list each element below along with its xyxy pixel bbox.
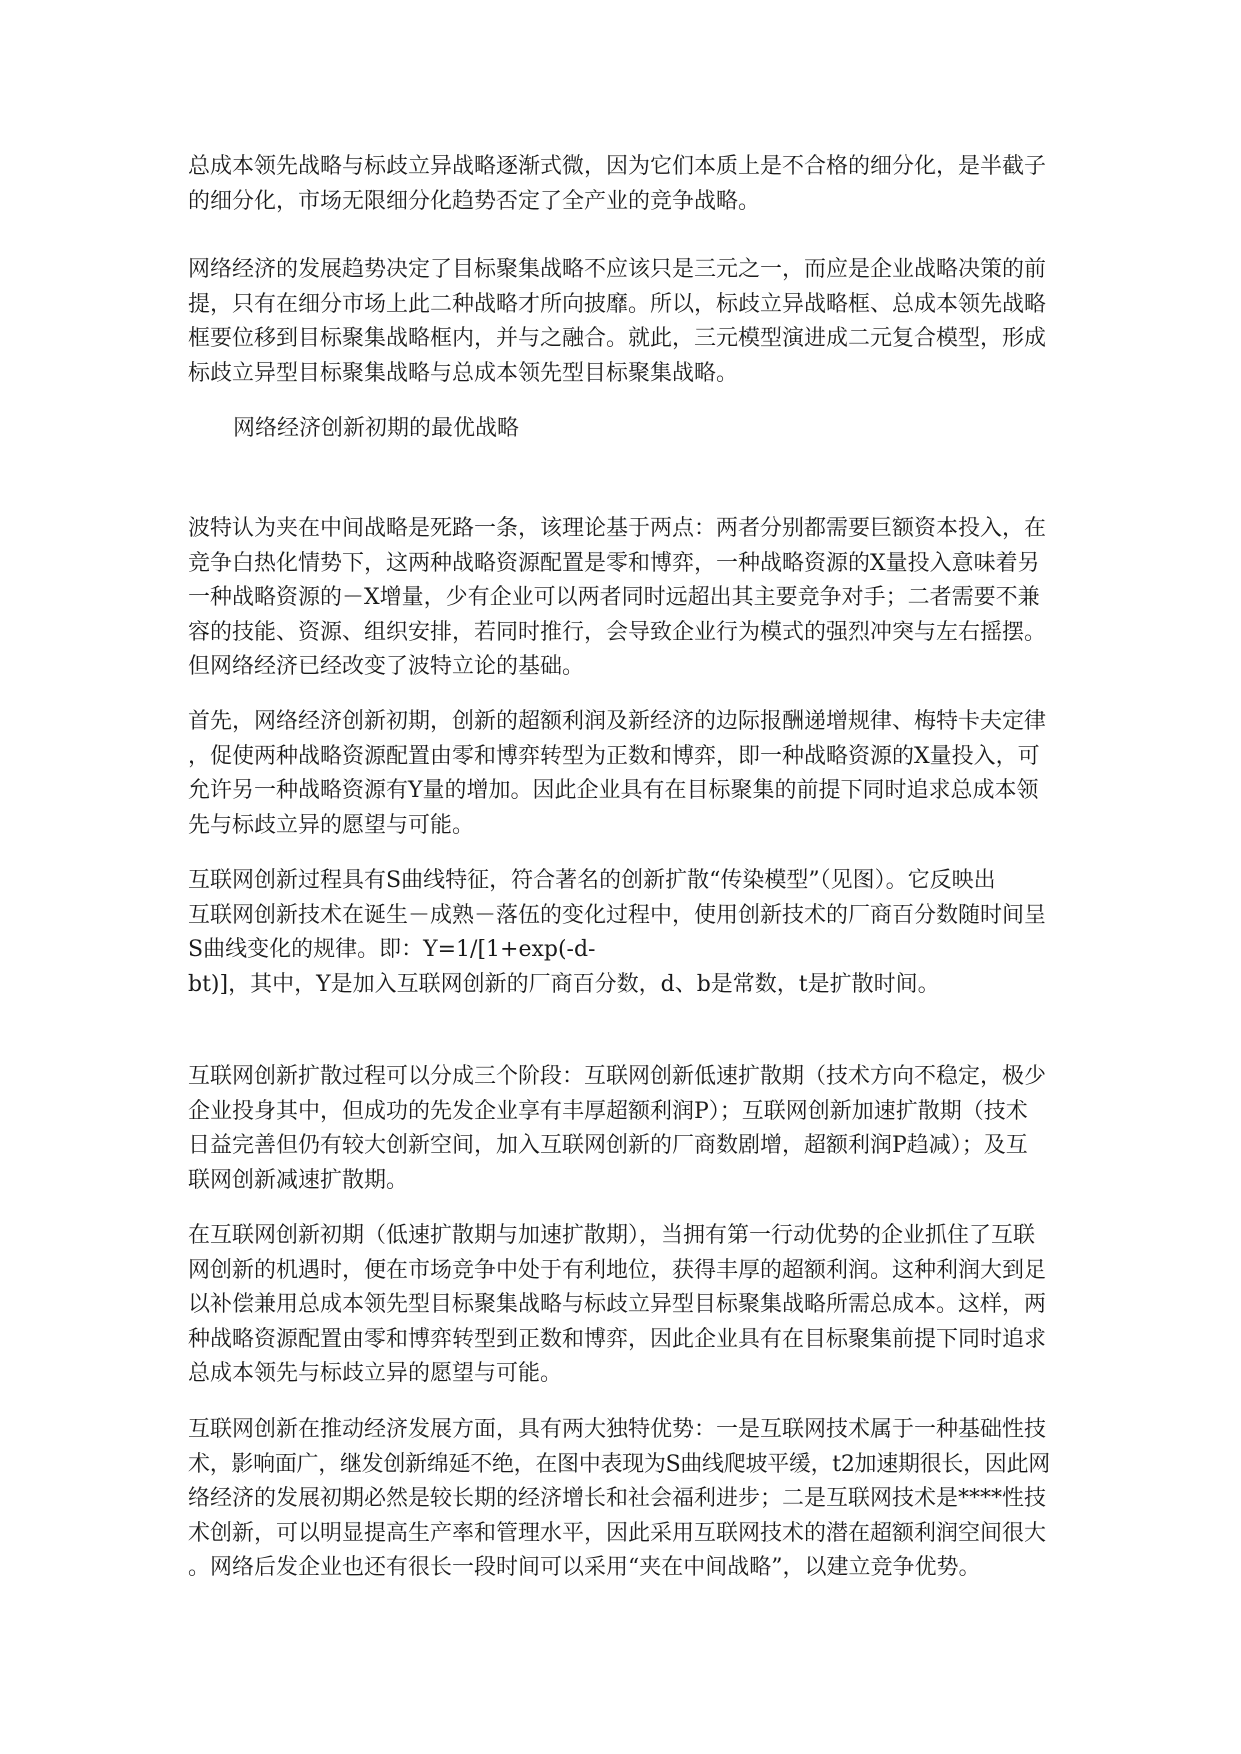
paragraph-line: 容的技能、资源、组织安排，若同时推行，会导致企业行为模式的强烈冲突与左右摇摆。 — [188, 619, 1047, 645]
paragraph-line: 日益完善但仍有较大创新空间，加入互联网创新的厂商数剧增，超额利润P趋减）；及互 — [188, 1133, 1028, 1158]
paragraph-7 — [188, 1219, 1050, 1392]
paragraph-line: 的细分化，市场无限细分化趋势否定了全产业的竞争战略。 — [188, 188, 761, 214]
paragraph-2 — [188, 253, 1050, 391]
paragraph-line: 网创新的机遇时，便在市场竞争中处于有利地位，获得丰厚的超额利润。这种利润大到足 — [188, 1257, 1047, 1283]
section-heading: 网络经济创新初期的最优战略 — [233, 416, 520, 441]
paragraph-line: 种战略资源配置由零和博弈转型到正数和博弈，因此企业具有在目标聚集前提下同时追求 — [188, 1326, 1047, 1352]
paragraph-line: 互联网创新技术在诞生－成熟－落伍的变化过程中，使用创新技术的厂商百分数随时间呈 — [188, 902, 1047, 928]
paragraph-line: 允许另一种战略资源有Y量的增加。因此企业具有在目标聚集的前提下同时追求总成本领 — [188, 778, 1039, 803]
paragraph-line: 互联网创新在推动经济发展方面，具有两大独特优势：一是互联网技术属于一种基础性技 — [188, 1417, 1047, 1442]
paragraph-line: S曲线变化的规律。即：Y=1/[1+exp(-d- — [188, 937, 596, 962]
paragraph-line: 竞争白热化情势下，这两种战略资源配置是零和博弈，一种战略资源的X量投入意味着另 — [188, 550, 1040, 576]
paragraph-line: 首先，网络经济创新初期，创新的超额利润及新经济的边际报酬递增规律、梅特卡夫定律 — [188, 709, 1047, 734]
paragraph-line: 波特认为夹在中间战略是死路一条，该理论基于两点：两者分别都需要巨额资本投入，在 — [188, 516, 1047, 541]
paragraph-line: ，促使两种战略资源配置由零和博弈转型为正数和博弈，即一种战略资源的X量投入，可 — [188, 743, 1040, 769]
paragraph-line: 先与标歧立异的愿望与可能。 — [188, 812, 475, 838]
paragraph-line: 互联网创新扩散过程可以分成三个阶段：互联网创新低速扩散期（技术方向不稳定，极少 — [188, 1064, 1047, 1089]
paragraph-line: 提，只有在细分市场上此二种战略才所向披靡。所以，标歧立异战略框、总成本领先战略 — [188, 291, 1047, 317]
paragraph-line: 标歧立异型目标聚集战略与总成本领先型目标聚集战略。 — [188, 360, 739, 386]
paragraph-line: 术创新，可以明显提高生产率和管理水平，因此采用互联网技术的潜在超额利润空间很大 — [188, 1520, 1047, 1546]
paragraph-8 — [188, 1413, 1050, 1586]
paragraph-line: 。网络后发企业也还有很长一段时间可以采用“夹在中间战略”，以建立竞争优势。 — [188, 1555, 981, 1580]
paragraph-line: bt)]，其中，Y是加入互联网创新的厂商百分数，d、b是常数，t是扩散时间。 — [188, 971, 940, 997]
paragraph-line: 以补偿兼用总成本领先型目标聚集战略与标歧立异型目标聚集战略所需总成本。这样，两 — [188, 1292, 1047, 1317]
paragraph-line: 术，影响面广，继发创新绵延不绝，在图中表现为S曲线爬坡平缓，t2加速期很长，因此网 — [188, 1451, 1050, 1477]
paragraph-4 — [188, 705, 1050, 843]
paragraph-line: 络经济的发展初期必然是较长期的经济增长和社会福利进步；二是互联网技术是****性技 — [188, 1486, 1047, 1511]
paragraph-6 — [188, 1060, 1050, 1198]
paragraph-line: 企业投身其中，但成功的先发企业享有丰厚超额利润P）；互联网创新加速扩散期（技术 — [188, 1098, 1028, 1124]
paragraph-line: 总成本领先战略与标歧立异战略逐渐式微，因为它们本质上是不合格的细分化，是半截子 — [188, 154, 1047, 179]
paragraph-line: 联网创新减速扩散期。 — [188, 1167, 409, 1193]
paragraph-line: 互联网创新过程具有S曲线特征，符合著名的创新扩散“传染模型”（见图）。它反映出 — [188, 868, 996, 893]
paragraph-line: 在互联网创新初期（低速扩散期与加速扩散期），当拥有第一行动优势的企业抓住了互联 — [188, 1223, 1036, 1248]
paragraph-line: 框要位移到目标聚集战略框内，并与之融合。就此，三元模型演进成二元复合模型，形成 — [188, 326, 1047, 351]
paragraph-3 — [188, 512, 1050, 685]
paragraph-line: 总成本领先与标歧立异的愿望与可能。 — [188, 1361, 563, 1386]
paragraph-line: 网络经济的发展趋势决定了目标聚集战略不应该只是三元之一，而应是企业战略决策的前 — [188, 257, 1047, 282]
paragraph-line: 一种战略资源的－X增量，少有企业可以两者同时远超出其主要竞争对手；二者需要不兼 — [188, 585, 1040, 610]
paragraph-5 — [188, 864, 1050, 1002]
paragraph-1 — [188, 150, 1050, 219]
paragraph-line: 但网络经济已经改变了波特立论的基础。 — [188, 654, 585, 679]
